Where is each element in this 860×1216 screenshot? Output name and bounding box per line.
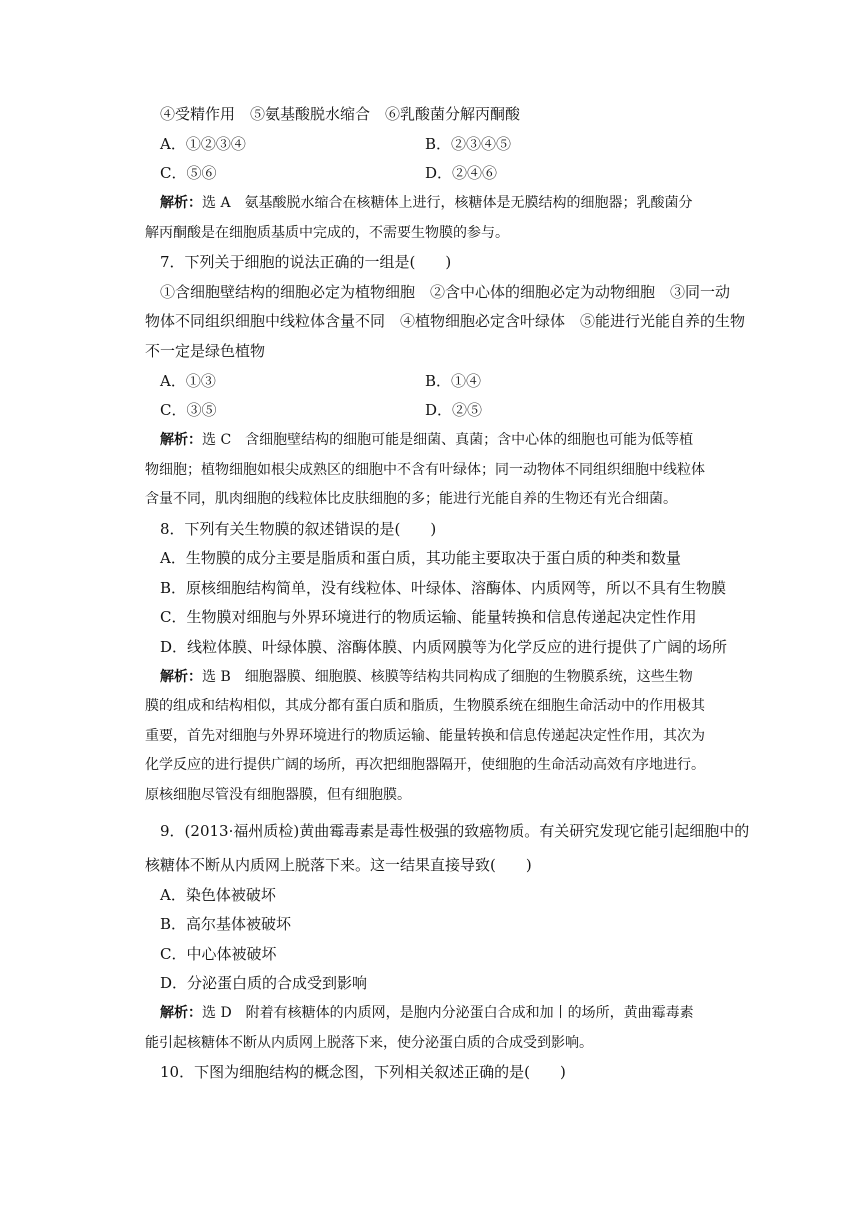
q9-stem-line-2: 核糖体不断从内质网上脱落下来。这一结果直接导致( ) [145,856,532,874]
q8-option-d: D．线粒体膜、叶绿体膜、溶酶体膜、内质网膜等为化学反应的进行提供了广阔的场所 [160,638,728,656]
q9-stem: 9．(2013·福州质检)黄曲霉毒素是毒性极强的致癌物质。有关研究发现它能引起细胞中的 [160,822,750,840]
q7-stem: 7．下列关于细胞的说法正确的一组是( ) [160,253,452,271]
q8-analysis-line-2: 膜的组成和结构相似，其成分都有蛋白质和脂质，生物膜系统在细胞生命活动中的作用极其 [145,698,705,714]
q7-option-c: C．③⑤ [160,401,217,419]
q6-option-a: A．①②③④ [160,135,246,153]
q8-analysis-line-5: 原核细胞尽管没有细胞器膜，但有细胞膜。 [145,787,411,803]
q6-analysis-line-2: 解丙酮酸是在细胞质基质中完成的，不需要生物膜的参与。 [145,225,509,241]
q9-option-c: C．中心体被破坏 [160,945,277,963]
q8-option-a: A．生物膜的成分主要是脂质和蛋白质，其功能主要取决于蛋白质的种类和数量 [160,549,681,567]
q6-option-d: D．②④⑥ [425,164,498,182]
q9-analysis-text-1: 选 D 附着有核糖体的内质网，是胞内分泌蛋白合成和加丨的场所，黄曲霉毒素 [202,1005,694,1021]
q7-stem-line-3: 物体不同组织细胞中线粒体含量不同 ④植物细胞必定含叶绿体 ⑤能进行光能自养的生物 [145,312,746,330]
q8-option-c: C．生物膜对细胞与外界环境进行的物质运输、能量转换和信息传递起决定性作用 [160,608,697,626]
q7-analysis-line-3: 含量不同，肌肉细胞的线粒体比皮肤细胞的多；能进行光能自养的生物还有光合细菌。 [145,491,677,507]
q8-analysis-line-4: 化学反应的进行提供广阔的场所，再次把细胞器隔开，使细胞的生命活动高效有序地进行。 [145,757,705,773]
q8-analysis-line-1 [160,668,693,686]
q9-option-b: B．高尔基体被破坏 [160,915,292,933]
q8-analysis-text-1: 选 B 细胞器膜、细胞膜、核膜等结构共同构成了细胞的生物膜系统，这些生物 [202,669,693,685]
q7-stem-line-4: 不一定是绿色植物 [145,342,266,360]
q9-option-a: A．染色体被破坏 [160,886,276,904]
q6-option-c: C．⑤⑥ [160,164,217,182]
q7-stem-line-2: ①含细胞壁结构的细胞必定为植物细胞 ②含中心体的细胞必定为动物细胞 ③同一动 [160,283,731,301]
q9-option-d: D．分泌蛋白质的合成受到影响 [160,974,368,992]
q10-stem: 10．下图为细胞结构的概念图，下列相关叙述正确的是( ) [160,1063,566,1081]
q8-analysis-line-3: 重要，首先对细胞与外界环境进行的物质运输、能量转换和信息传递起决定性作用，其次为 [145,728,705,744]
q7-analysis-line-2: 物细胞；植物细胞如根尖成熟区的细胞中不含有叶绿体；同一动物体不同组织细胞中线粒体 [145,462,705,478]
q7-analysis-label: 解析： [160,432,202,448]
q6-analysis-label: 解析： [160,195,202,211]
q7-analysis-text-1: 选 C 含细胞壁结构的细胞可能是细菌、真菌；含中心体的细胞也可能为低等植 [202,432,694,448]
q7-option-d: D．②⑤ [425,401,483,419]
q9-analysis-line-2: 能引起核糖体不断从内质网上脱落下来，使分泌蛋白质的合成受到影响。 [145,1035,593,1051]
q7-option-a: A．①③ [160,372,216,390]
q7-option-b: B．①④ [425,372,482,390]
q6-stem-continuation: ④受精作用 ⑤氨基酸脱水缩合 ⑥乳酸菌分解丙酮酸 [160,105,521,123]
q6-analysis-line-1 [160,194,693,212]
q8-stem: 8．下列有关生物膜的叙述错误的是( ) [160,520,437,538]
q8-analysis-label: 解析： [160,669,202,685]
q9-analysis-line-1 [160,1004,694,1022]
q7-analysis-line-1 [160,431,693,449]
q8-option-b: B．原核细胞结构简单，没有线粒体、叶绿体、溶酶体、内质网等，所以不具有生物膜 [160,579,727,597]
q6-option-b: B．②③④⑤ [425,135,512,153]
q6-analysis-text-1: 选 A 氨基酸脱水缩合在核糖体上进行，核糖体是无膜结构的细胞器；乳酸菌分 [202,195,693,211]
q9-analysis-label: 解析： [160,1005,202,1021]
